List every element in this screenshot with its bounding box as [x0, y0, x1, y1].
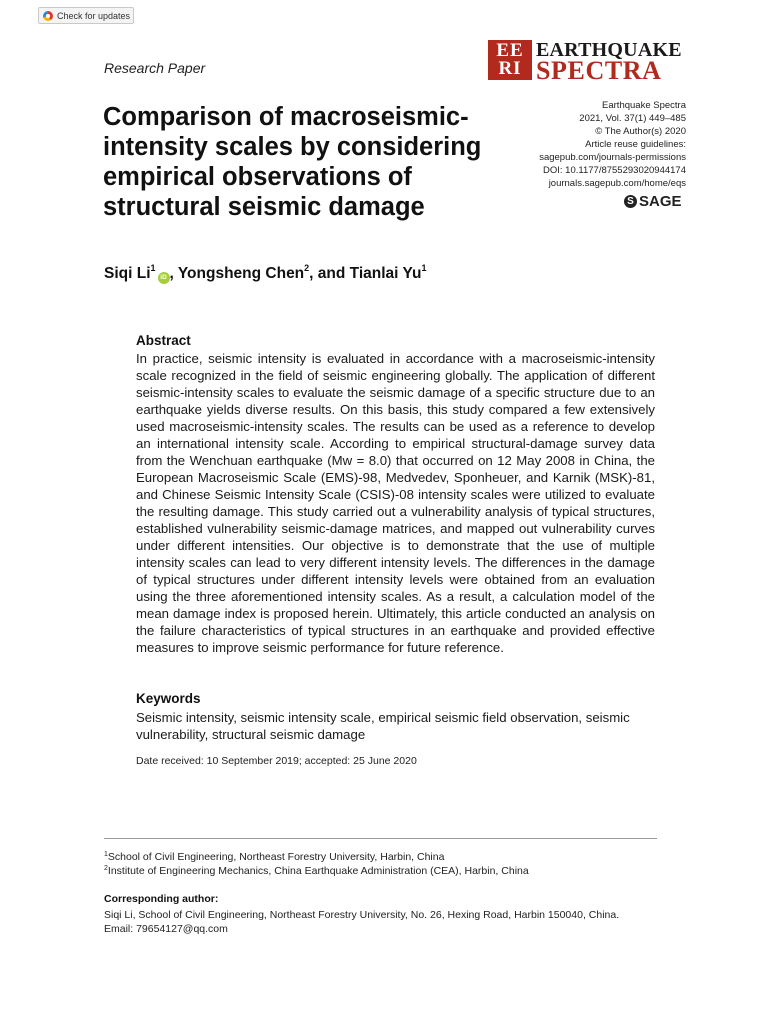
orcid-icon[interactable]: iD: [158, 272, 170, 284]
corresponding-author-email[interactable]: Email: 79654127@qq.com: [104, 923, 228, 935]
affiliation-number: 1: [104, 851, 108, 858]
journal-logo: [488, 39, 682, 85]
publisher-name: SAGE: [639, 193, 682, 210]
affiliation-number: 2: [104, 865, 108, 872]
abstract-heading: Abstract: [136, 333, 191, 348]
received-accepted-dates: Date received: 10 September 2019; accepted: 25 June 2020: [136, 755, 417, 767]
author-name[interactable]: Yongsheng Chen: [177, 265, 305, 282]
affiliation-text: Institute of Engineering Mechanics, China Earthquake Administration (CEA), Harbin, China: [107, 865, 529, 877]
affiliation-marker: 2: [304, 263, 310, 273]
check-for-updates-label: Check for updates: [57, 10, 131, 21]
affiliation-text: School of Civil Engineering, Northeast Forestry University, Harbin, China: [107, 851, 445, 863]
journal-name: Earthquake Spectra: [602, 100, 686, 111]
crossmark-icon: [43, 11, 53, 21]
article-type: Research Paper: [104, 60, 206, 76]
keywords-heading: Keywords: [136, 691, 201, 706]
affiliation: [104, 851, 444, 863]
footnote-divider: [104, 838, 657, 839]
sage-logo-icon: S: [624, 195, 637, 208]
author-name[interactable]: Siqi Li: [104, 265, 151, 282]
logo-mark-bottom: RI: [498, 58, 522, 79]
logo-wordmark: [536, 39, 682, 85]
author-list: Siqi Li$^1$iD , Yongsheng Chen$^2$, and Tianlai Yu$^1$: [104, 263, 427, 282]
corresponding-author-address: Siqi Li, School of Civil Engineering, Northeast Forestry University, No. 26, Hexing Road, Harbin 150040, China.: [104, 909, 620, 921]
affiliation-marker: 1: [150, 263, 156, 273]
copyright: © The Author(s) 2020: [595, 126, 686, 137]
sage-logo: [624, 193, 682, 210]
reuse-link[interactable]: sagepub.com/journals-permissions: [539, 152, 686, 163]
abstract-text: In practice, seismic intensity is evaluated in accordance with a macroseismic-intensity scale recognized in the field of seismic engineering globally. The application of different seismic-intensity scales to evaluate the seismic damage of a specific structure due to an earthquake yields diverse results. On this basis, this study compared a few extensively used macroseismic-intensity scales. The results can be used as a reference to develop an international intensity scale. According to empirical structural-damage survey data from the Wenchuan earthquake (Mw = 8.0) that occurred on 12 May 2008 in China, the European Macroseismic Scale (EMS)-98, Medvedev, Sponheuer, and Karnik (MSK)-81, and Chinese Seismic Intensity Scale (CSIS)-08 intensity scales were utilized to evaluate the resulting damage. This study carried out a vulnerability analysis of typical structures, established vulnerability seismic-damage matrices, and mapped out vulnerability curves under different intensities. Our objective is to demonstrate that the use of multiple intensity scales can lead to very different intensity levels. The differences in the damage of typical structures under different intensity levels were obtained from an evaluation using the three aforementioned intensity scales. As a result, a calculation model of the mean damage index is proposed herein. Ultimately, this article conducted an analysis on the failure characteristics of typical structures in an earthquake and provided effective measures to improve seismic performance for future reference.: [136, 351, 655, 655]
corresponding-author-heading: Corresponding author:: [104, 893, 219, 905]
reuse-label: Article reuse guidelines:: [585, 139, 686, 150]
author-name[interactable]: Tianlai Yu: [349, 265, 422, 282]
journal-volume: 2021, Vol. 37(1) 449–485: [579, 113, 686, 124]
logo-line2: SPECTRA: [536, 56, 662, 85]
doi-link[interactable]: DOI: 10.1177/8755293020944174: [543, 165, 686, 176]
logo-mark-top: EE: [496, 40, 524, 61]
affiliation-marker: 1: [421, 263, 427, 273]
journal-home-link[interactable]: journals.sagepub.com/home/eqs: [548, 178, 686, 189]
affiliation: [104, 865, 529, 877]
corresponding-author-details: [104, 908, 619, 936]
keywords-text: Seismic intensity, seismic intensity scale, empirical seismic field observation, seismic vulnerability, structural seismic damage: [136, 710, 630, 742]
journal-meta: [539, 99, 686, 190]
check-for-updates-button[interactable]: [38, 7, 134, 24]
eeri-logo-mark: [488, 40, 532, 80]
logo-line1: EARTHQUAKE: [536, 39, 682, 61]
article-title: Comparison of macroseismic-intensity scales by considering empirical observations of structural seismic damage: [103, 103, 482, 221]
